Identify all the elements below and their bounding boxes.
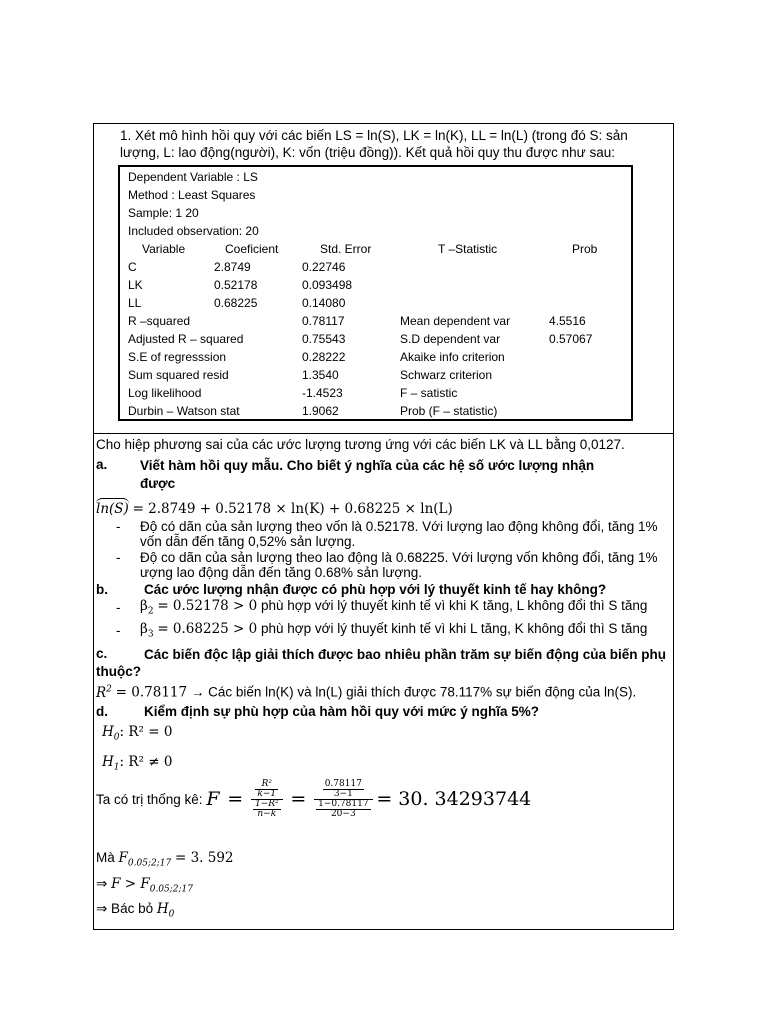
col-header-variable: Variable xyxy=(142,242,186,256)
bullet-dash: - xyxy=(116,550,121,565)
beta3-math: = 0.68225 > 0 xyxy=(157,621,258,637)
beta3-line: $\beta_3 = 0.68225 > 0$ phù hợp với lý thuyết kinh tế vì khi L tăng, K không đổi thì S tăng xyxy=(140,621,648,640)
stat-label-2: Mean dependent var xyxy=(400,314,511,328)
stat-label: Sum squared resid xyxy=(128,368,229,382)
stat-value: -1.4523 xyxy=(302,386,343,400)
intro-text: 1. Xét mô hình hồi quy với các biến LS = ln(S), LK = ln(K), LL = ln(L) (trong đó S: sản lượng, L: lao động(người), K: vốn (triệu đồng)). Kết quả hồi quy thu được như sau: xyxy=(120,128,628,160)
part-a-bullet-1: Độ có dãn của sản lượng theo vốn là 0.52178. Với lượng lao động không đổi, tăng 1% vốn dẫn đến tăng 0,52% sản lượng. xyxy=(140,519,658,549)
stat-label-2: S.D dependent var xyxy=(400,332,501,346)
r-squared-line: $R^2 = 0.78117$ → Các biến ln(K) và ln(L) giải thích được 78.117% sự biến động của ln(S). xyxy=(96,684,637,701)
stat-value: 0.28222 xyxy=(302,350,346,364)
stat-value: 1.9062 xyxy=(302,404,339,418)
lhs-hat: ln(S) xyxy=(96,498,129,517)
coef-se: 0.14080 xyxy=(302,296,346,310)
r-squared-text: → Các biến ln(K) và ln(L) giải thích được 78.117% sự biến động của ln(S). xyxy=(190,684,637,700)
h1-text: : R² ≠ 0 xyxy=(119,754,173,770)
reg-header-line: Included observation: 20 xyxy=(128,224,259,238)
f-value-fraction xyxy=(314,780,372,819)
h0-text: : R² = 0 xyxy=(119,724,173,740)
stat-value: 0.75543 xyxy=(302,332,346,346)
stat-label: Durbin – Watson stat xyxy=(128,404,240,418)
col-header-t: T –Statistic xyxy=(438,242,498,256)
part-d-question: Kiểm định sự phù hợp của hàm hồi quy với mức ý nghĩa 5%? xyxy=(144,704,540,719)
part-d-label: d. xyxy=(96,704,108,719)
coef-var: LL xyxy=(128,296,142,310)
conclusion-line: ⇒ Bác bỏ $H_0$ xyxy=(96,901,175,920)
h0-hypothesis: $H_0$: R² = 0 xyxy=(102,724,173,743)
stat-value-2: 0.57067 xyxy=(549,332,593,346)
part-a-label: a. xyxy=(96,457,108,472)
stat-value: 0.78117 xyxy=(302,314,345,328)
stat-label: Log likelihood xyxy=(128,386,202,400)
stat-label: R –squared xyxy=(128,314,191,328)
frac-n-k: n−k xyxy=(257,809,277,819)
frac-n-k-value: 20−3 xyxy=(330,809,356,819)
beta2-math: = 0.52178 > 0 xyxy=(157,598,258,614)
beta2-line: $\beta_2 = 0.52178 > 0$ phù hợp với lý thuyết kinh tế vì khi K tăng, L không đổi thì S tăng xyxy=(140,598,648,617)
reg-header-line: Method : Least Squares xyxy=(128,188,256,202)
bullet-dash: - xyxy=(116,623,121,638)
critical-value-line: Mà $F_{0.05;2;17} = 3$. 592 xyxy=(96,850,234,869)
frac-r2: R² xyxy=(255,780,278,790)
implies-arrow: ⇒ xyxy=(96,876,108,891)
section-divider xyxy=(94,433,673,434)
stat-prefix: Ta có trị thống kê: xyxy=(96,791,203,807)
regression-output-table xyxy=(118,165,633,421)
stat-label-2: Akaike info criterion xyxy=(400,350,505,364)
stat-label-2: Prob (F – statistic) xyxy=(400,404,498,418)
stat-label-2: F – satistic xyxy=(400,386,458,400)
frac-r2-value: 0.78117 xyxy=(324,779,362,789)
reject-text: ⇒ Bác bỏ xyxy=(96,901,154,916)
covariance-note: Cho hiệp phương sai của các ước lượng tương ứng với các biến LK và LL bằng 0,0127. xyxy=(96,437,625,452)
f-result: = 30. 34293744 xyxy=(376,788,532,810)
coef-value: 2.8749 xyxy=(214,260,251,274)
stat-value-2: 4.5516 xyxy=(549,314,586,328)
bullet-dash: - xyxy=(116,519,121,534)
col-header-coef: Coeficient xyxy=(225,242,279,256)
stat-value: 1.3540 xyxy=(302,368,339,382)
part-b-question: Các ước lượng nhận được có phù hợp với lý thuyết kinh tế hay không? xyxy=(144,582,607,597)
beta3-text: phù hợp với lý thuyết kinh tế vì khi L tăng, K không đổi thì S tăng xyxy=(261,621,648,636)
stat-label: Adjusted R – squared xyxy=(128,332,244,346)
coef-se: 0.22746 xyxy=(302,260,346,274)
part-c-label: c. xyxy=(96,646,108,661)
comparison-line: ⇒ $F > F_{0.05;2;17}$ xyxy=(96,876,194,895)
sample-regression-equation xyxy=(96,498,453,517)
coef-value: 0.52178 xyxy=(214,278,258,292)
col-header-se: Std. Error xyxy=(320,242,372,256)
f-statistic-formula: Ta có trị thống kê: F = $\frac{\frac{\text{R²}}{k-1}}{\frac{\text{1−R²}}{n-k}}$ = $\frac{\frac{0.78117}{3-1}}{\frac{1-0.78117}{20-3}}$ = 30. 34293744 xyxy=(96,779,532,819)
coef-value: 0.68225 xyxy=(214,296,258,310)
coef-var: C xyxy=(128,260,137,274)
part-a-question: Viết hàm hồi quy mẫu. Cho biết ý nghĩa của các hệ số ước lượng nhận được xyxy=(140,458,595,491)
critical-value: = 3. 592 xyxy=(174,850,234,866)
beta2-text: phù hợp với lý thuyết kinh tế vì khi K tăng, L không đổi thì S tăng xyxy=(261,598,648,613)
h1-hypothesis: $H_1$: R² ≠ 0 xyxy=(102,754,173,773)
frac-k-1: k−1 xyxy=(257,789,277,799)
stat-label-2: Schwarz criterion xyxy=(400,368,493,382)
stat-label: S.E of regresssion xyxy=(128,350,227,364)
coef-var: LK xyxy=(128,278,143,292)
frac-1-r2-value: 1−0.78117 xyxy=(318,799,369,809)
reg-header-line: Dependent Variable : LS xyxy=(128,170,258,184)
f-formula-fraction xyxy=(251,780,283,819)
part-b-label: b. xyxy=(96,582,108,597)
reg-header-line: Sample: 1 20 xyxy=(128,206,199,220)
document-frame xyxy=(93,123,674,930)
ma-prefix: Mà xyxy=(96,850,115,865)
r-squared-math: = 0.78117 xyxy=(115,684,188,701)
frac-k-1-value: 3−1 xyxy=(333,789,353,799)
col-header-prob: Prob xyxy=(572,242,598,256)
coef-se: 0.093498 xyxy=(302,278,353,292)
equation-rhs: = 2.8749 + 0.52178 × ln(K) + 0.68225 × ln(L) xyxy=(132,501,453,517)
part-c-question: Các biến độc lập giải thích được bao nhiêu phần trăm sự biến động của biến phụ thuộc? xyxy=(96,647,666,679)
bullet-dash: - xyxy=(116,600,121,615)
part-a-bullet-2: Độ co dãn của sản lượng theo lao động là 0.68225. Với lượng vốn không đổi, tăng 1% ượng lao động dẫn đến tăng 0.68% sản lượng. xyxy=(140,550,658,580)
frac-1-r2: 1−R² xyxy=(254,799,279,809)
